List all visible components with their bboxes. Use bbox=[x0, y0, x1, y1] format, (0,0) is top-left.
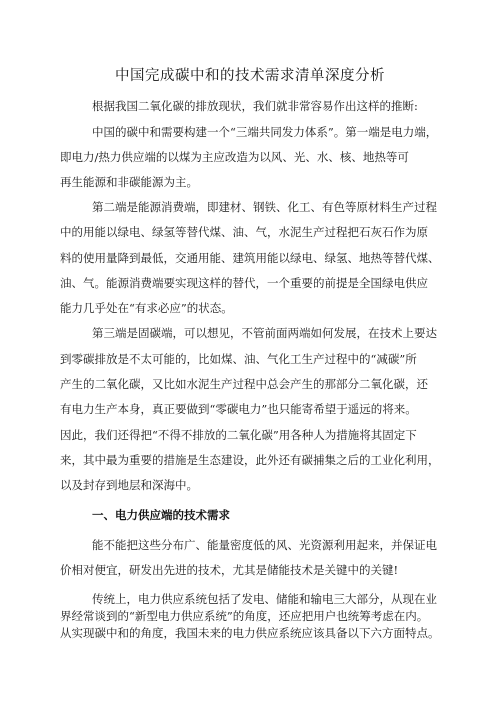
paragraph-line: 传统上，电力供应系统包括了发电、储能和输电三大部分，从现在业 bbox=[92, 592, 437, 606]
paragraph-line: 以及封存到地层和深海中。 bbox=[60, 478, 198, 492]
paragraph-line: 因此，我们还得把“不得不排放的二氧化碳”用各种人为措施将其固定下 bbox=[60, 428, 417, 442]
paragraph-line: 有电力生产本身，真正要做到“零碳电力”也只能寄希望于遥远的将来。 bbox=[60, 402, 417, 416]
paragraph-line: 能力几乎处在“有求必应”的状态。 bbox=[60, 301, 233, 315]
paragraph-line: 根据我国二氧化碳的排放现状，我们就非常容易作出这样的推断: bbox=[92, 99, 418, 113]
paragraph-line: 能不能把这些分布广、能量密度低的风、光资源利用起来，并保证电 bbox=[92, 538, 437, 552]
paragraph-line: 从实现碳中和的角度，我国未来的电力供应系统应该具备以下六方面特点。 bbox=[60, 626, 440, 640]
section-heading: 一、电力供应端的技术需求 bbox=[92, 508, 230, 522]
paragraph-line: 中国的碳中和需要构建一个“三端共同发力体系”。第一端是电力端， bbox=[92, 125, 438, 139]
document-title: 中国完成碳中和的技术需求清单深度分析 bbox=[115, 68, 385, 84]
paragraph-line: 中的用能以绿电、绿氢等替代煤、油、气，水泥生产过程把石灰石作为原 bbox=[60, 225, 428, 239]
paragraph-line: 再生能源和非碳能源为主。 bbox=[60, 175, 198, 189]
paragraph-line: 即电力/热力供应端的以煤为主应改造为以风、光、水、核、地热等可 bbox=[60, 150, 409, 164]
paragraph-line: 产生的二氧化碳，又比如水泥生产过程中总会产生的那部分二氧化碳，还 bbox=[60, 377, 428, 391]
paragraph-line: 料的使用量降到最低，交通用能、建筑用能以绿电、绿氢、地热等替代煤、 bbox=[60, 251, 440, 265]
paragraph-line: 第三端是固碳端，可以想见，不管前面两端如何发展，在技术上要达 bbox=[92, 326, 437, 340]
paragraph-line: 到零碳排放是不太可能的，比如煤、油、气化工生产过程中的“减碳”所 bbox=[60, 352, 417, 366]
paragraph-line: 油、气。能源消费端要实现这样的替代，一个重要的前提是全国绿电供应 bbox=[60, 276, 428, 290]
paragraph-line: 界经常谈到的“新型电力供应系统”的角度，还应把用户也统筹考虑在内。 bbox=[60, 609, 429, 623]
paragraph-line: 价相对便宜，研发出先进的技术，尤其是储能技术是关键中的关键! bbox=[60, 563, 399, 577]
paragraph-line: 第二端是能源消费端，即建材、钢铁、化工、有色等原材料生产过程 bbox=[92, 200, 437, 214]
paragraph-line: 来，其中最为重要的措施是生态建设，此外还有碳捕集之后的工业化利用， bbox=[60, 453, 440, 467]
